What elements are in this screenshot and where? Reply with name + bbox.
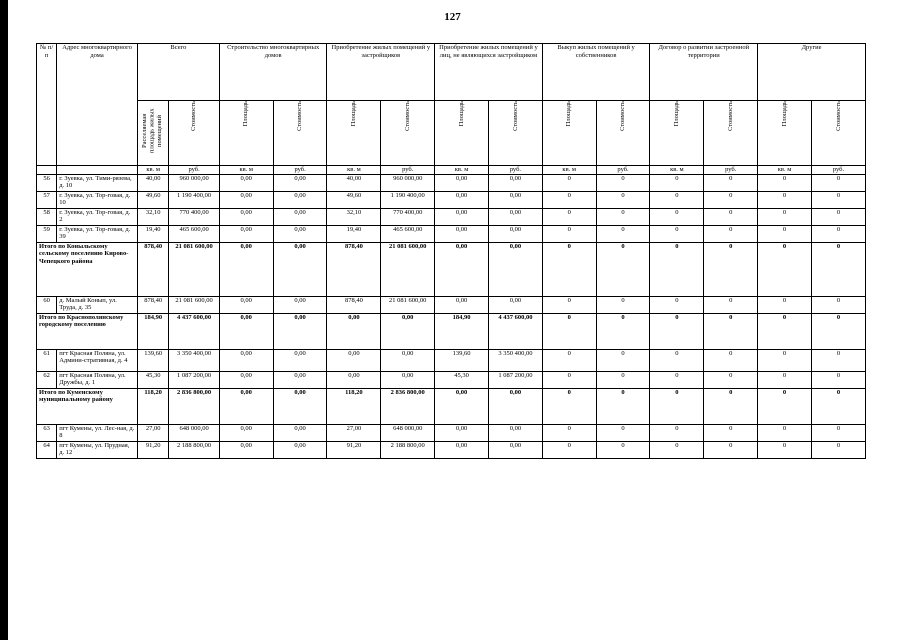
- cell-area: 0,00: [435, 424, 489, 441]
- unit-area: кв. м: [137, 166, 168, 175]
- row-address: д. Малый Конып, ул. Труда, д. 35: [57, 296, 138, 313]
- cell-cost: 0: [704, 191, 758, 208]
- cell-cost: 0,00: [273, 296, 327, 313]
- cell-area: 118,20: [137, 388, 168, 424]
- unit-area: кв. м: [542, 166, 596, 175]
- cell-cost: 0: [811, 371, 865, 388]
- header-sub-cost: Стоимость: [381, 101, 435, 166]
- cell-area: 0: [542, 296, 596, 313]
- cell-area: 0,00: [327, 371, 381, 388]
- cell-area: 0: [758, 424, 812, 441]
- cell-area: 0: [650, 191, 704, 208]
- row-address: пгт Кумены, ул. Лес-ная, д. 8: [57, 424, 138, 441]
- unit-area: кв. м: [219, 166, 273, 175]
- cell-area: 0,00: [219, 371, 273, 388]
- cell-cost: 0,00: [488, 388, 542, 424]
- cell-area: 0: [542, 313, 596, 349]
- cell-area: 0,00: [435, 208, 489, 225]
- cell-cost: 0,00: [273, 225, 327, 242]
- cell-area: 0: [650, 208, 704, 225]
- unit-rub: руб.: [488, 166, 542, 175]
- subtotal-label: Итого по Краснополянскому городскому поселению: [37, 313, 138, 349]
- cell-area: 878,40: [137, 296, 168, 313]
- cell-area: 878,40: [327, 242, 381, 296]
- cell-cost: 0: [704, 388, 758, 424]
- cell-cost: 0,00: [381, 371, 435, 388]
- header-group-construction: Строительство многоквартирных домов: [219, 44, 327, 101]
- cell-cost: 0,00: [488, 208, 542, 225]
- header-units-row: [37, 166, 866, 175]
- cell-area: 0: [650, 349, 704, 371]
- cell-area: 27,00: [137, 424, 168, 441]
- unit-area: кв. м: [758, 166, 812, 175]
- cell-area: 0,00: [219, 242, 273, 296]
- cell-area: 0: [650, 296, 704, 313]
- table-row: [37, 174, 866, 191]
- cell-cost: 0: [704, 225, 758, 242]
- cell-cost: 2 188 800,00: [169, 441, 219, 458]
- cell-cost: 2 836 800,00: [169, 388, 219, 424]
- unit-rub: руб.: [704, 166, 758, 175]
- unit-blank: [37, 166, 57, 175]
- row-number: 64: [37, 441, 57, 458]
- cell-cost: 465 600,00: [169, 225, 219, 242]
- cell-cost: 4 437 600,00: [488, 313, 542, 349]
- cell-area: 0,00: [219, 208, 273, 225]
- cell-area: 0: [542, 191, 596, 208]
- cell-cost: 0: [596, 225, 650, 242]
- cell-cost: 3 350 400,00: [169, 349, 219, 371]
- cell-area: 19,40: [137, 225, 168, 242]
- cell-cost: 2 836 800,00: [381, 388, 435, 424]
- cell-area: 0: [542, 371, 596, 388]
- cell-cost: 0: [596, 371, 650, 388]
- cell-area: 184,90: [137, 313, 168, 349]
- cell-cost: 0: [811, 388, 865, 424]
- cell-cost: 0,00: [488, 296, 542, 313]
- cell-area: 0,00: [219, 174, 273, 191]
- cell-area: 0,00: [219, 296, 273, 313]
- header-sub-cost: Стоимость: [488, 101, 542, 166]
- cell-cost: 3 350 400,00: [488, 349, 542, 371]
- cell-cost: 0: [811, 313, 865, 349]
- header-group-other: Другие: [758, 44, 866, 101]
- cell-cost: 465 600,00: [381, 225, 435, 242]
- cell-area: 0,00: [219, 441, 273, 458]
- header-row-sub: [37, 101, 866, 166]
- cell-area: 0: [542, 441, 596, 458]
- cell-cost: 0: [811, 349, 865, 371]
- cell-cost: 0: [596, 313, 650, 349]
- cell-area: 0,00: [219, 349, 273, 371]
- cell-cost: 0: [704, 174, 758, 191]
- cell-cost: 0: [596, 208, 650, 225]
- cell-cost: 21 081 600,00: [381, 242, 435, 296]
- cell-cost: 21 081 600,00: [169, 296, 219, 313]
- cell-area: 40,00: [327, 174, 381, 191]
- page-number: 127: [444, 11, 461, 23]
- cell-area: 32,10: [137, 208, 168, 225]
- cell-area: 0,00: [327, 313, 381, 349]
- row-address: г. Зуевка, ул. Тор-говая, д. 10: [57, 191, 138, 208]
- header-sub-area: Площадь: [435, 101, 489, 166]
- cell-area: 49,60: [137, 191, 168, 208]
- cell-cost: 0,00: [488, 225, 542, 242]
- cell-cost: 770 400,00: [381, 208, 435, 225]
- cell-area: 0: [650, 424, 704, 441]
- cell-cost: 1 190 400,00: [169, 191, 219, 208]
- row-number: 63: [37, 424, 57, 441]
- row-address: г. Зуевка, ул. Тими-рязева, д. 10: [57, 174, 138, 191]
- cell-cost: 0: [811, 242, 865, 296]
- cell-area: 0: [758, 371, 812, 388]
- cell-area: 0: [758, 296, 812, 313]
- header-sub-cost: Стоимость: [811, 101, 865, 166]
- header-sub-area: Площадь: [650, 101, 704, 166]
- cell-cost: 0: [596, 349, 650, 371]
- cell-area: 0: [650, 388, 704, 424]
- cell-cost: 0,00: [381, 313, 435, 349]
- cell-area: 878,40: [137, 242, 168, 296]
- cell-area: 0: [758, 191, 812, 208]
- cell-area: 0: [758, 349, 812, 371]
- subtotal-row: [37, 388, 866, 424]
- cell-area: 0,00: [219, 313, 273, 349]
- cell-cost: 0,00: [488, 174, 542, 191]
- cell-area: 0: [650, 313, 704, 349]
- cell-cost: 0: [704, 424, 758, 441]
- cell-area: 91,20: [137, 441, 168, 458]
- cell-area: 0: [542, 424, 596, 441]
- cell-area: 0,00: [327, 349, 381, 371]
- cell-cost: 0: [704, 242, 758, 296]
- cell-cost: 0,00: [488, 424, 542, 441]
- subtotal-row: [37, 313, 866, 349]
- cell-cost: 0,00: [273, 441, 327, 458]
- unit-rub: руб.: [381, 166, 435, 175]
- row-number: 59: [37, 225, 57, 242]
- cell-cost: 0: [596, 174, 650, 191]
- cell-cost: 21 081 600,00: [169, 242, 219, 296]
- cell-cost: 0,00: [273, 208, 327, 225]
- cell-area: 118,20: [327, 388, 381, 424]
- unit-area: кв. м: [650, 166, 704, 175]
- cell-cost: 4 437 600,00: [169, 313, 219, 349]
- header-sub-resettle: Расселяемая площадь жилых помещений: [137, 101, 168, 166]
- cell-cost: 960 000,00: [169, 174, 219, 191]
- cell-area: 0,00: [435, 174, 489, 191]
- subtotal-row: [37, 242, 866, 296]
- cell-cost: 0: [596, 296, 650, 313]
- cell-area: 45,30: [435, 371, 489, 388]
- cell-cost: 648 000,00: [169, 424, 219, 441]
- header-group-developer: Приобретение жилых помещений у застройщиков: [327, 44, 435, 101]
- cell-area: 0: [650, 174, 704, 191]
- row-address: пгт Кумены, ул. Прудная, д. 12: [57, 441, 138, 458]
- row-address: пгт Красная Поляна, ул. Админи-стративная, д. 4: [57, 349, 138, 371]
- row-number: 56: [37, 174, 57, 191]
- cell-cost: 1 190 400,00: [381, 191, 435, 208]
- header-no: № п/п: [37, 44, 57, 166]
- row-number: 61: [37, 349, 57, 371]
- cell-area: 19,40: [327, 225, 381, 242]
- cell-cost: 0,00: [273, 424, 327, 441]
- cell-area: 0,00: [435, 242, 489, 296]
- cell-area: 0: [650, 371, 704, 388]
- cell-area: 0,00: [435, 296, 489, 313]
- table-row: [37, 208, 866, 225]
- subtotal-label: Итого по Куменскому муниципальному району: [37, 388, 138, 424]
- header-sub-area: Площадь: [758, 101, 812, 166]
- cell-cost: 960 000,00: [381, 174, 435, 191]
- cell-cost: 0,00: [273, 349, 327, 371]
- cell-cost: 0: [704, 371, 758, 388]
- cell-cost: 0,00: [273, 242, 327, 296]
- cell-cost: 0: [811, 441, 865, 458]
- cell-cost: 770 400,00: [169, 208, 219, 225]
- cell-area: 139,60: [435, 349, 489, 371]
- cell-cost: 0: [811, 208, 865, 225]
- cell-cost: 0: [596, 242, 650, 296]
- header-group-total: Всего: [137, 44, 219, 101]
- cell-area: 184,90: [435, 313, 489, 349]
- cell-area: 0: [542, 349, 596, 371]
- row-address: г. Зуевка, ул. Тор-говая, д. 39: [57, 225, 138, 242]
- row-address: пгт Красная Поляна, ул. Дружбы, д. 1: [57, 371, 138, 388]
- unit-rub: руб.: [596, 166, 650, 175]
- cell-cost: 0,00: [273, 388, 327, 424]
- cell-cost: 0: [596, 441, 650, 458]
- cell-cost: 1 087 200,00: [169, 371, 219, 388]
- cell-cost: 0: [704, 313, 758, 349]
- cell-area: 45,30: [137, 371, 168, 388]
- header-sub-cost: Стоимость: [596, 101, 650, 166]
- scan-edge-bar: [0, 0, 8, 640]
- cell-area: 0,00: [219, 424, 273, 441]
- cell-area: 0,00: [435, 191, 489, 208]
- table-row: [37, 441, 866, 458]
- cell-area: 0: [758, 388, 812, 424]
- unit-area: кв. м: [327, 166, 381, 175]
- header-group-buyout: Выкуп жилых помещений у собственников: [542, 44, 650, 101]
- cell-cost: 0: [704, 296, 758, 313]
- row-number: 57: [37, 191, 57, 208]
- cell-area: 0: [542, 388, 596, 424]
- table-row: [37, 191, 866, 208]
- row-address: г. Зуевка, ул. Тор-говая, д. 2: [57, 208, 138, 225]
- cell-cost: 0: [596, 388, 650, 424]
- cell-area: 0: [542, 208, 596, 225]
- cell-cost: 0: [811, 424, 865, 441]
- header-group-non-developer: Приобретение жилых помещений у лиц, не являющихся застройщиком: [435, 44, 543, 101]
- unit-rub: руб.: [811, 166, 865, 175]
- row-number: 58: [37, 208, 57, 225]
- cell-cost: 0,00: [488, 191, 542, 208]
- cell-cost: 2 188 800,00: [381, 441, 435, 458]
- cell-area: 40,00: [137, 174, 168, 191]
- cell-cost: 0,00: [273, 174, 327, 191]
- cell-area: 878,40: [327, 296, 381, 313]
- cell-cost: 0: [704, 441, 758, 458]
- unit-blank: [57, 166, 138, 175]
- cell-area: 0: [542, 174, 596, 191]
- cell-area: 0,00: [219, 388, 273, 424]
- cell-cost: 648 000,00: [381, 424, 435, 441]
- header-sub-area: Площадь: [327, 101, 381, 166]
- cell-cost: 0,00: [488, 242, 542, 296]
- cell-cost: 0: [596, 424, 650, 441]
- cell-cost: 0: [596, 191, 650, 208]
- cell-area: 0,00: [219, 225, 273, 242]
- resettlement-table: [36, 43, 866, 459]
- cell-cost: 0,00: [273, 371, 327, 388]
- cell-area: 0: [542, 242, 596, 296]
- cell-area: 27,00: [327, 424, 381, 441]
- cell-cost: 21 081 600,00: [381, 296, 435, 313]
- cell-area: 0,00: [219, 191, 273, 208]
- cell-cost: 0,00: [381, 349, 435, 371]
- cell-cost: 0: [811, 296, 865, 313]
- header-sub-cost: Стоимость: [273, 101, 327, 166]
- table-row: [37, 225, 866, 242]
- cell-cost: 1 087 200,00: [488, 371, 542, 388]
- cell-area: 0,00: [435, 225, 489, 242]
- cell-cost: 0: [811, 174, 865, 191]
- subtotal-label: Итого по Коныльскому сельскому поселению Кирово-Чепецкого района: [37, 242, 138, 296]
- cell-area: 0: [758, 242, 812, 296]
- cell-area: 32,10: [327, 208, 381, 225]
- cell-area: 0: [758, 313, 812, 349]
- header-sub-area: Площадь: [542, 101, 596, 166]
- cell-cost: 0: [811, 225, 865, 242]
- cell-cost: 0: [811, 191, 865, 208]
- cell-cost: 0,00: [488, 441, 542, 458]
- cell-area: 0: [650, 225, 704, 242]
- header-row-groups: [37, 44, 866, 101]
- unit-rub: руб.: [169, 166, 219, 175]
- cell-area: 0: [650, 441, 704, 458]
- unit-rub: руб.: [273, 166, 327, 175]
- cell-cost: 0: [704, 208, 758, 225]
- header-address: Адрес многоквартирного дома: [57, 44, 138, 166]
- table-row: [37, 296, 866, 313]
- cell-area: 0: [758, 174, 812, 191]
- table-row: [37, 424, 866, 441]
- cell-area: 0,00: [435, 388, 489, 424]
- unit-area: кв. м: [435, 166, 489, 175]
- header-group-development: Договор о развитии застроенной территории: [650, 44, 758, 101]
- cell-cost: 0: [704, 349, 758, 371]
- table-row: [37, 371, 866, 388]
- cell-area: 91,20: [327, 441, 381, 458]
- row-number: 60: [37, 296, 57, 313]
- cell-cost: 0,00: [273, 313, 327, 349]
- cell-cost: 0,00: [273, 191, 327, 208]
- cell-area: 0,00: [435, 441, 489, 458]
- row-number: 62: [37, 371, 57, 388]
- header-sub-cost: Стоимость: [169, 101, 219, 166]
- cell-area: 0: [650, 242, 704, 296]
- header-sub-cost: Стоимость: [704, 101, 758, 166]
- table-row: [37, 349, 866, 371]
- cell-area: 139,60: [137, 349, 168, 371]
- header-sub-area: Площадь: [219, 101, 273, 166]
- cell-area: 49,60: [327, 191, 381, 208]
- cell-area: 0: [758, 441, 812, 458]
- cell-area: 0: [758, 208, 812, 225]
- cell-area: 0: [758, 225, 812, 242]
- cell-area: 0: [542, 225, 596, 242]
